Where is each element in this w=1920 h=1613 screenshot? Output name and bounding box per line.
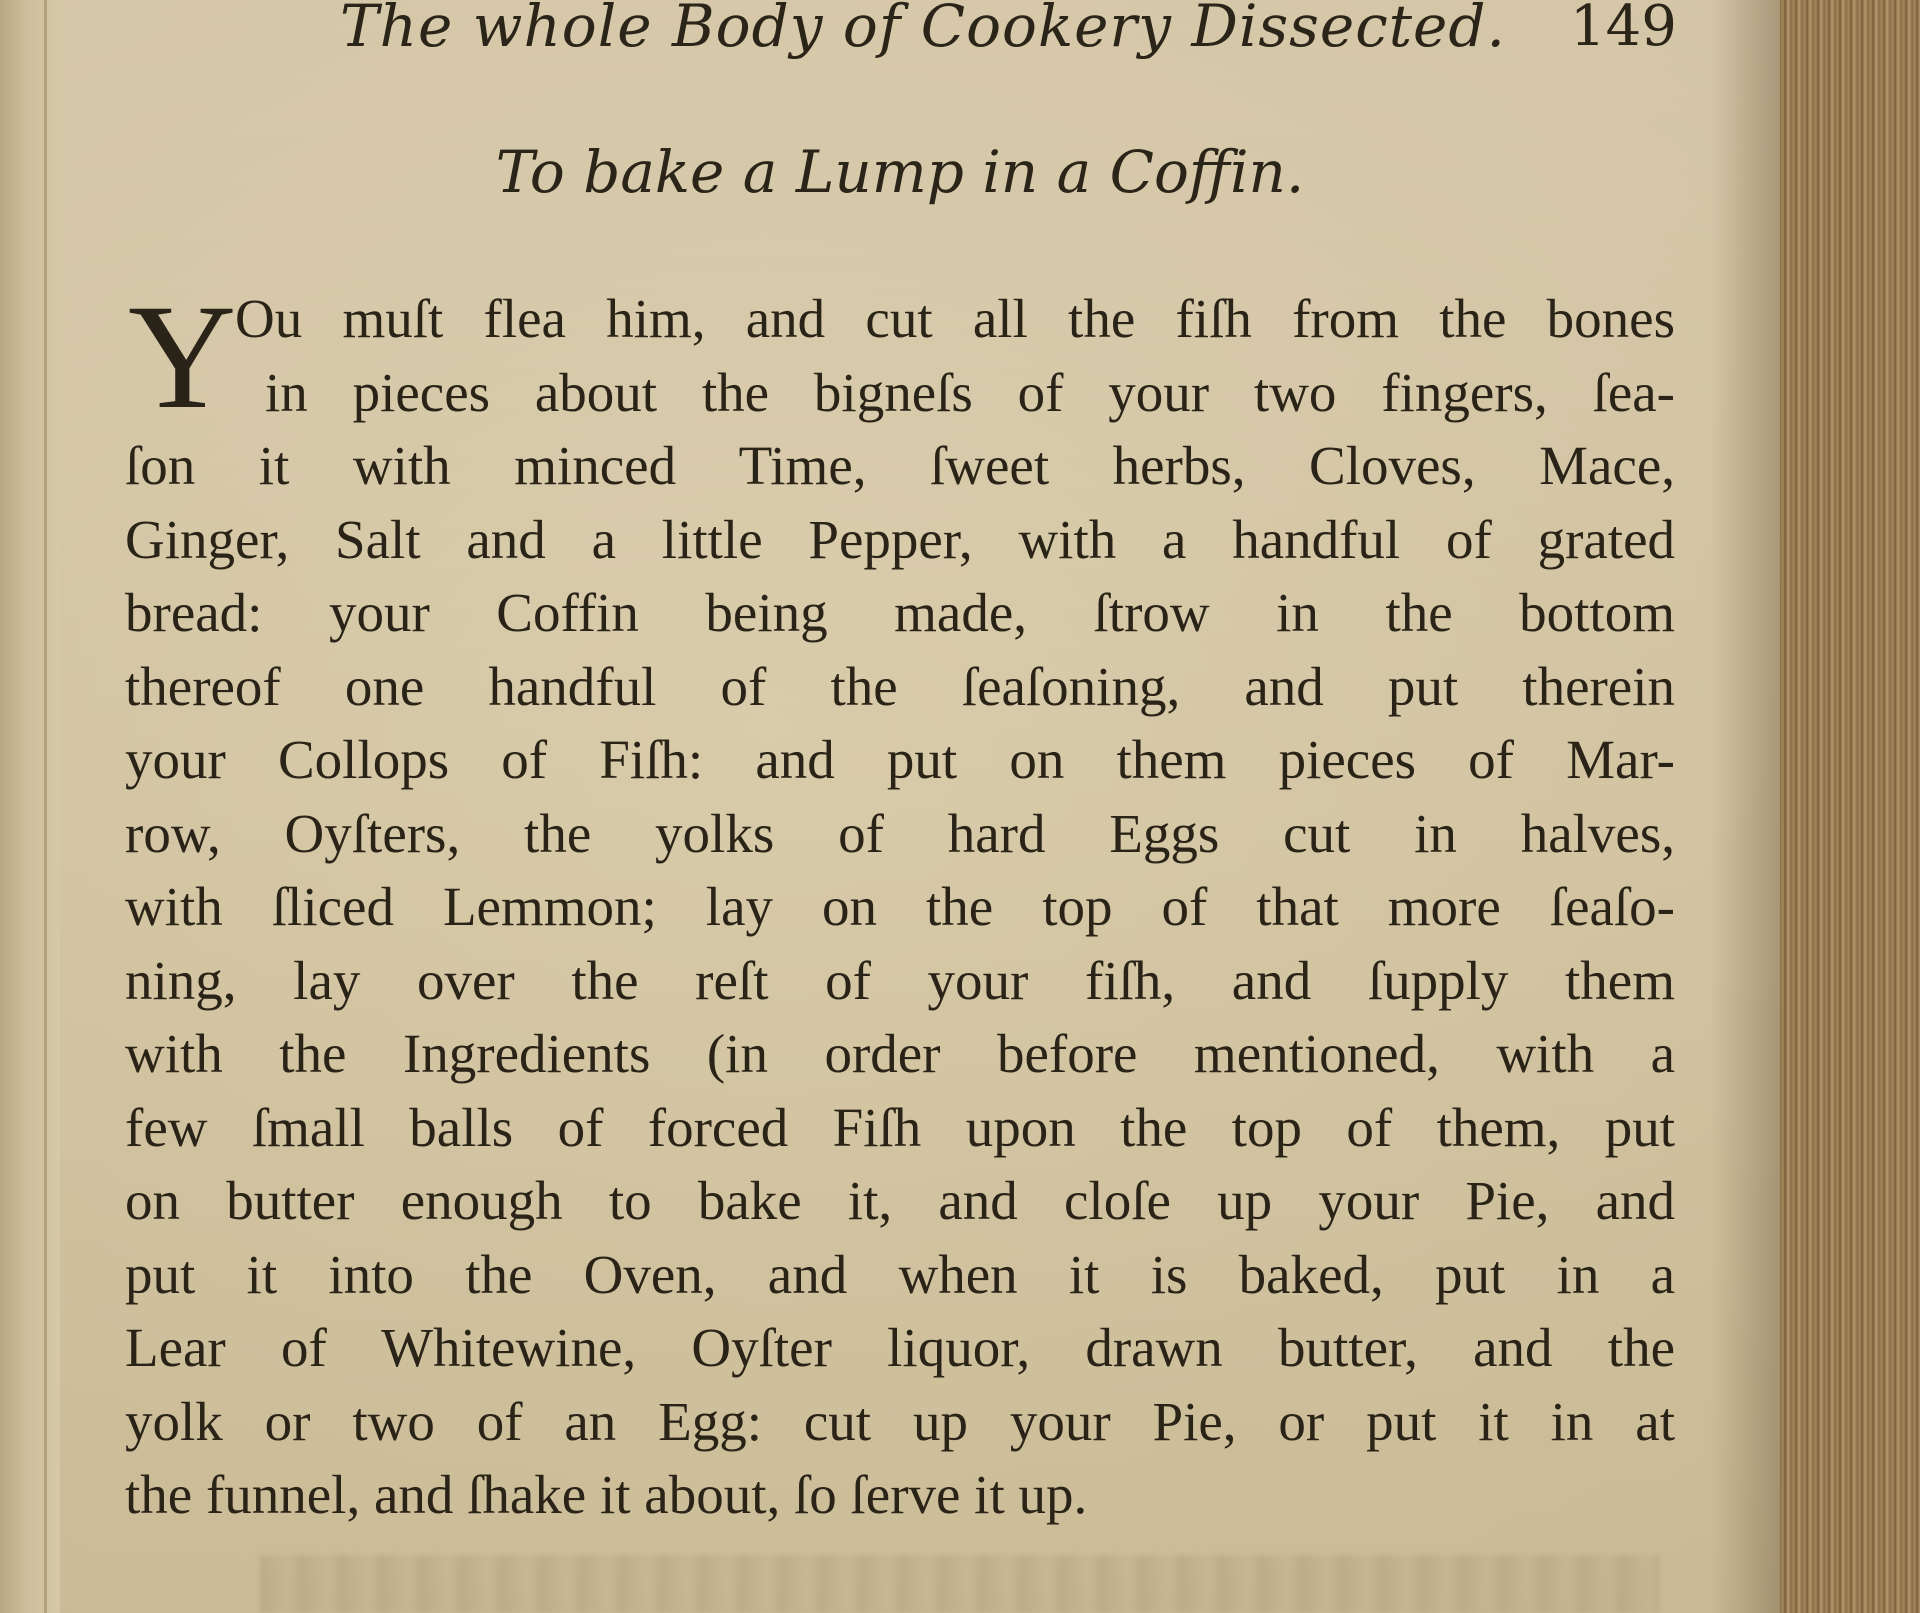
- text-line: yolk or two of an Egg: cut up your Pie, or put it in at: [125, 1390, 1675, 1452]
- text-line: your Collops of Fiſh: and put on them pieces of Mar-: [125, 729, 1675, 790]
- text-line: the funnel, and ſhake it about, ſo ſerve it up.: [125, 1464, 1088, 1525]
- text-line: in pieces about the bigneſs of your two fingers, ſea-: [265, 361, 1675, 423]
- recipe-title: To bake a Lump in a Coffin.: [495, 138, 1305, 206]
- page-edges: [1780, 0, 1920, 1613]
- text-line: on butter enough to bake it, and cloſe up your Pie, and: [125, 1170, 1675, 1231]
- ink-bleed-through: [260, 1555, 1660, 1613]
- text-line: put it into the Oven, and when it is baked, put in a: [125, 1243, 1675, 1305]
- gutter-fold-line: [44, 0, 47, 1613]
- text-line: few ſmall balls of forced Fiſh upon the top of them, put: [125, 1096, 1675, 1158]
- text-line: Ginger, Salt and a little Pepper, with a handful of grated: [125, 508, 1675, 570]
- text-line: row, Oyſters, the yolks of hard Eggs cut in halves,: [125, 802, 1675, 864]
- page-edge-shadow: [1710, 0, 1780, 1613]
- text-line: with ſliced Lemmon; lay on the top of that more ſeaſo-: [125, 876, 1675, 937]
- text-line: thereof one handful of the ſeaſoning, and put therein: [125, 655, 1675, 717]
- running-head-title: The whole Body of Cookery Dissected.: [340, 0, 1506, 60]
- text-line: ſon it with minced Time, ſweet herbs, Cloves, Mace,: [125, 435, 1675, 496]
- page-number: 149: [1570, 0, 1677, 59]
- text-line: bread: your Coffin being made, ſtrow in the bottom: [125, 582, 1675, 643]
- text-line: Ou muſt flea him, and cut all the fiſh from the bones: [235, 288, 1675, 349]
- text-line: with the Ingredients (in order before mentioned, with a: [125, 1023, 1675, 1084]
- binding-gutter: [0, 0, 60, 1613]
- drop-cap-initial: Y: [128, 274, 237, 440]
- text-line: ning, lay over the reſt of your fiſh, and ſupply them: [125, 949, 1675, 1011]
- recipe-body: [125, 274, 1675, 1532]
- text-line: Lear of Whitewine, Oyſter liquor, drawn butter, and the: [125, 1317, 1675, 1378]
